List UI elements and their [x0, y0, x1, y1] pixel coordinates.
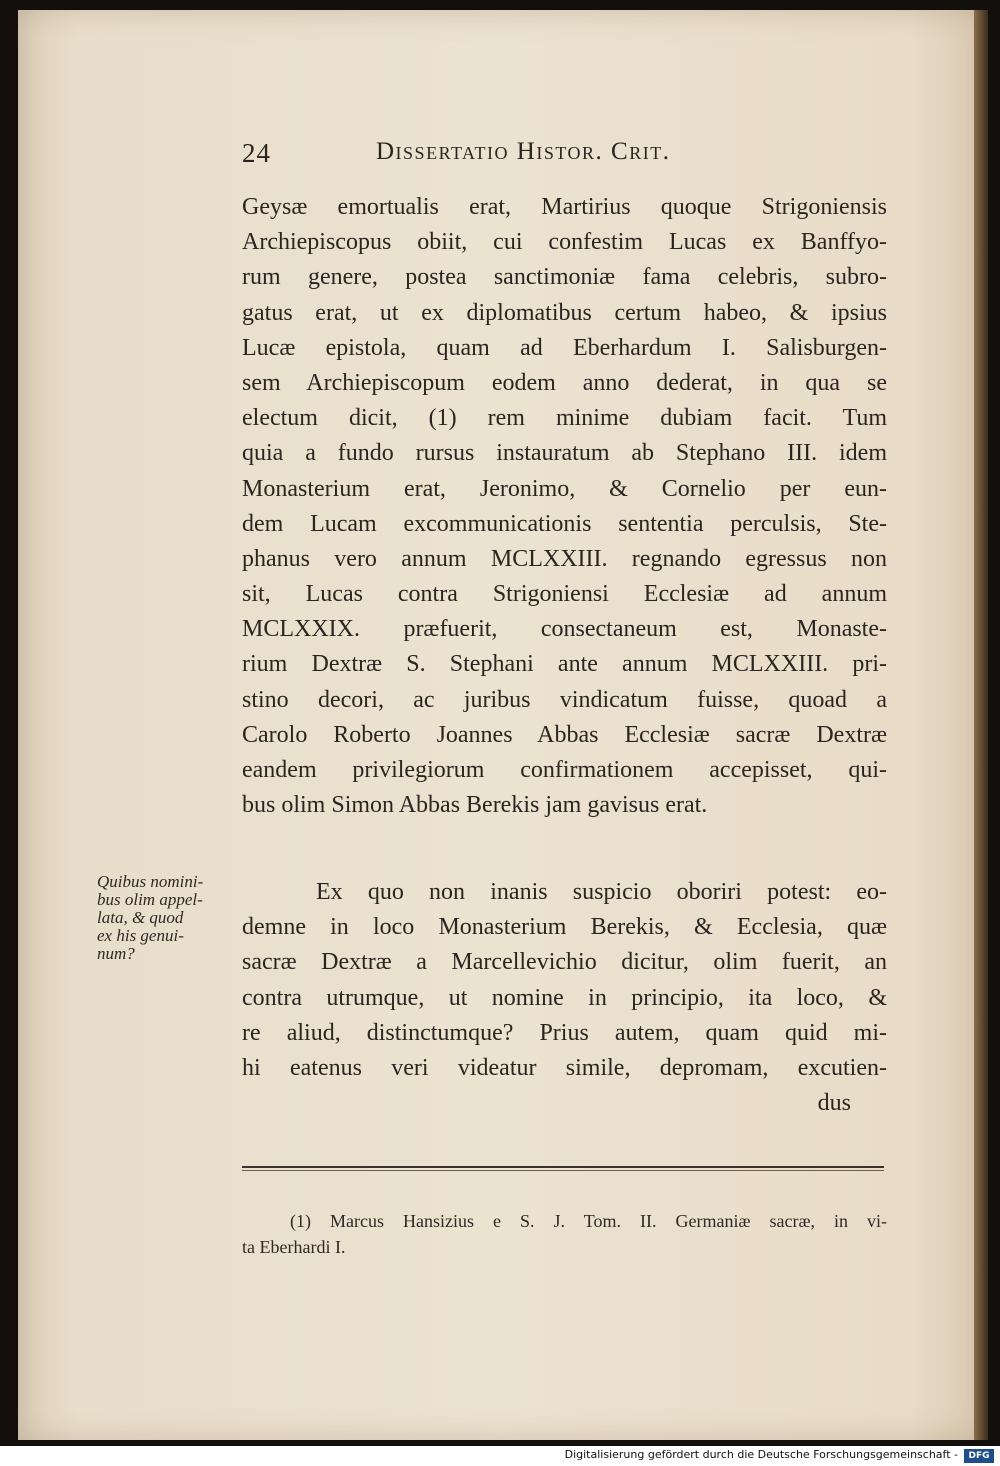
- text-line: Geysæ emortualis erat, Martirius quoque Strigoniensis: [242, 194, 887, 220]
- text-line: Archiepiscopus obiit, cui confestim Lucas ex Banffyo-: [242, 229, 887, 256]
- funding-credit: Digitalisierung gefördert durch die Deutsche Forschungsgemeinschaft -: [564, 1448, 958, 1461]
- text-line: MCLXXIX. præfuerit, consectaneum est, Monaste-: [242, 616, 887, 643]
- page-spine-edge: [974, 10, 988, 1440]
- text-line: re aliud, distinctumque? Prius autem, quam quid mi-: [242, 1019, 887, 1046]
- text-line: electum dicit, (1) rem minime dubiam facit. Tum: [242, 405, 887, 432]
- dfg-logo-icon: DFG: [964, 1449, 994, 1463]
- text-line: phanus vero annum MCLXXIII. regnando egressus non: [242, 545, 887, 572]
- text-line: stino decori, ac juribus vindicatum fuisse, quoad a: [242, 686, 887, 713]
- text-line: Monasterium erat, Jeronimo, & Cornelio per eun-: [242, 475, 887, 502]
- text-line: eandem privilegiorum confirmationem accepisset, qui-: [242, 757, 887, 783]
- footnote: [242, 1208, 887, 1260]
- text-line: demne in loco Monasterium Berekis, & Ecclesia, quæ: [242, 914, 887, 941]
- text-line: gatus erat, ut ex diplomatibus certum habeo, & ipsius: [242, 299, 887, 326]
- paragraph-2: [242, 875, 887, 1121]
- footnote-rule-thin: [242, 1170, 884, 1171]
- marginal-line: num?: [97, 944, 135, 963]
- footnote-line: (1) Marcus Hansizius e S. J. Tom. II. Germaniæ sacræ, in vi-: [290, 1211, 887, 1231]
- text-line: dem Lucam excommunicationis sententia perculsis, Ste-: [242, 510, 887, 537]
- text-line: bus olim Simon Abbas Berekis jam gavisus erat.: [242, 792, 708, 819]
- text-line: Carolo Roberto Joannes Abbas Ecclesiæ sacræ Dextræ: [242, 721, 887, 748]
- text-line: hi eatenus veri videatur simile, depromam, excutien-: [242, 1054, 887, 1081]
- text-line: sacræ Dextræ a Marcellevichio dicitur, olim fuerit, an: [242, 949, 887, 976]
- marginal-line: ex his genui-: [97, 926, 184, 945]
- running-head: Dissertatio Histor. Crit.: [376, 138, 671, 165]
- marginal-line: Quibus nomini-: [97, 872, 204, 891]
- text-line: rum genere, postea sanctimoniæ fama celebris, subro-: [242, 264, 887, 291]
- catchword: dus: [817, 1090, 851, 1117]
- marginal-note: [97, 873, 227, 963]
- page-header: [242, 134, 752, 174]
- footnote-rule: [242, 1166, 884, 1168]
- marginal-line: bus olim appel-: [97, 890, 203, 909]
- text-line: contra utrumque, ut nomine in principio, ita loco, &: [242, 984, 887, 1011]
- text-line: sit, Lucas contra Strigoniensi Ecclesiæ ad annum: [242, 581, 887, 608]
- page-number: 24: [242, 138, 271, 168]
- footnote-line: ta Eberhardi I.: [242, 1237, 346, 1257]
- digitization-footer: [0, 1446, 1000, 1466]
- text-line: Lucæ epistola, quam ad Eberhardum I. Salisburgen-: [242, 334, 887, 361]
- text-line: Ex quo non inanis suspicio oboriri potest: eo-: [316, 879, 887, 905]
- marginal-line: lata, & quod: [97, 908, 184, 927]
- text-line: sem Archiepiscopum eodem anno dederat, in qua se: [242, 369, 887, 396]
- paragraph-1: [242, 190, 887, 823]
- text-line: rium Dextræ S. Stephani ante annum MCLXXIII. pri-: [242, 651, 887, 678]
- text-line: quia a fundo rursus instauratum ab Stephano III. idem: [242, 440, 887, 467]
